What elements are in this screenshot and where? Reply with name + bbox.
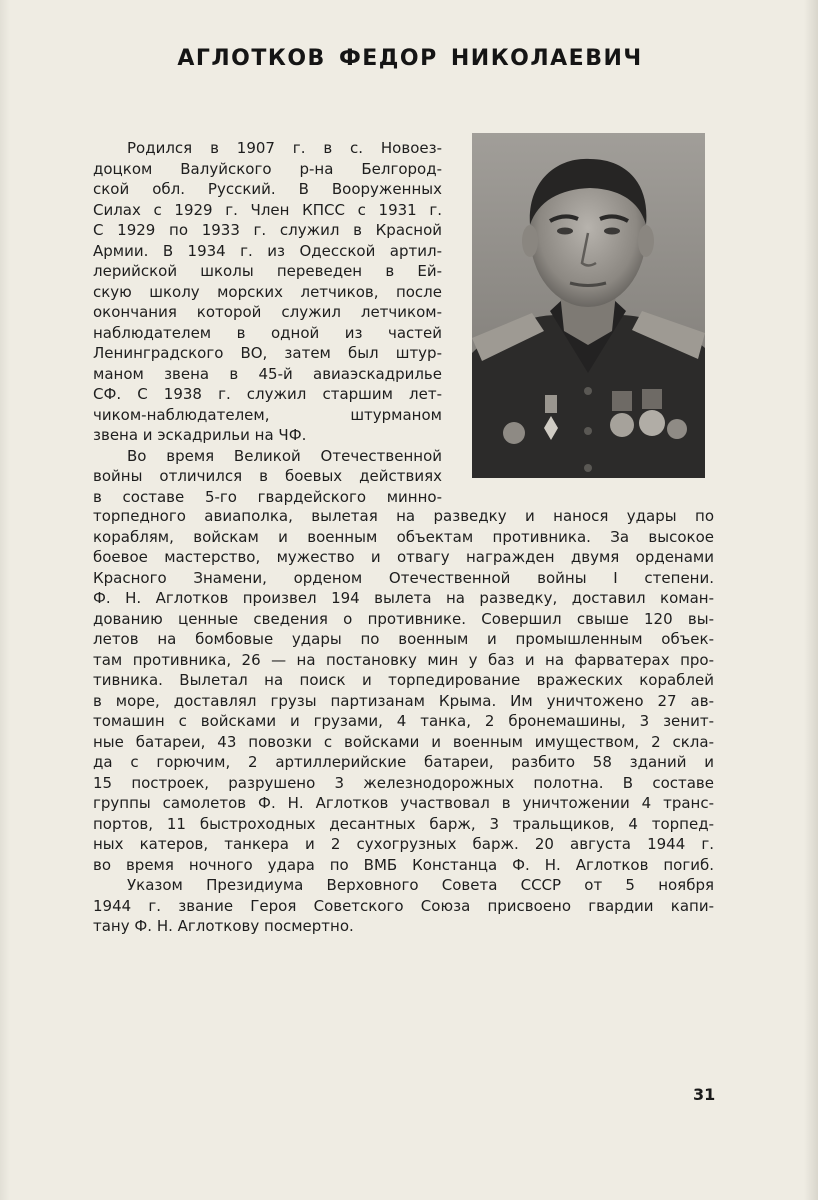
text-line: чиком-наблюдателем, штурманом xyxy=(93,405,442,424)
text-line: наблюдателем в одной из частей xyxy=(93,323,442,342)
text-line: Ленинградского ВО, затем был штур- xyxy=(93,344,442,362)
portrait-image xyxy=(472,133,705,478)
text-line: Указом Президиума Верховного Совета СССР от 5 ноября xyxy=(127,876,714,894)
text-line: Красного Знамени, орденом Отечественной войны I степени. xyxy=(93,568,714,587)
text-line: звена и эскадрильи на ЧФ. xyxy=(93,426,307,444)
text-line: Ф. Н. Аглотков произвел 194 вылета на разведку, доставил коман- xyxy=(93,589,714,607)
text-line: лерийской школы переведен в Ей- xyxy=(93,262,442,280)
text-line: Родился в 1907 г. в с. Новоез- xyxy=(127,139,442,157)
text-line: 15 построек, разрушено 3 железнодорожных полотна. В составе xyxy=(93,773,714,792)
text-line: там противника, 26 — на постановку мин у баз и на фарватерах про- xyxy=(93,650,714,669)
text-line: в составе 5-го гвардейского минно- xyxy=(93,487,442,506)
text-line: Во время Великой Отечественной xyxy=(127,446,442,465)
text-line: в море, доставлял грузы партизанам Крыма. Им уничтожено 27 ав- xyxy=(93,691,714,710)
text-line: ской обл. Русский. В Вооруженных xyxy=(93,180,442,198)
text-line: тивника. Вылетал на поиск и торпедирование вражеских кораблей xyxy=(93,671,714,689)
text-line: кораблям, войскам и военным объектам противника. За высокое xyxy=(93,527,714,546)
page-title: АГЛОТКОВ ФЕДОР НИКОЛАЕВИЧ xyxy=(177,46,643,71)
text-line: тану Ф. Н. Аглоткову посмертно. xyxy=(93,917,354,935)
text-line: С 1929 по 1933 г. служил в Красной xyxy=(93,221,442,239)
page-edge-right xyxy=(804,0,818,1200)
biography-narrow-column xyxy=(93,138,442,507)
text-line: дованию ценные сведения о противнике. Совершил свыше 120 вы- xyxy=(93,609,714,628)
text-line: во время ночного удара по ВМБ Констанца Ф. Н. Аглотков погиб. xyxy=(93,855,714,874)
page-edge-left xyxy=(0,0,10,1200)
text-line: летов на бомбовые удары по военным и промышленным объек- xyxy=(93,630,714,648)
portrait-photo xyxy=(472,133,705,478)
page-number: 31 xyxy=(693,1085,716,1104)
text-line: ных катеров, танкера и 2 сухогрузных барж. 20 августа 1944 г. xyxy=(93,835,714,853)
text-line: скую школу морских летчиков, после xyxy=(93,282,442,301)
text-line: окончания которой служил летчиком- xyxy=(93,303,442,321)
text-line: боевое мастерство, мужество и отвагу награжден двумя орденами xyxy=(93,548,714,566)
text-line: да с горючим, 2 артиллерийские батареи, разбито 58 зданий и xyxy=(93,753,714,771)
biography-wide-column xyxy=(93,506,714,937)
text-line: томашин с войсками и грузами, 4 танка, 2 бронемашины, 3 зенит- xyxy=(93,712,714,730)
text-line: торпедного авиаполка, вылетая на разведку и нанося удары по xyxy=(93,507,714,525)
text-line: СФ. С 1938 г. служил старшим лет- xyxy=(93,385,442,403)
text-line: портов, 11 быстроходных десантных барж, 3 тральщиков, 4 торпед- xyxy=(93,814,714,833)
text-line: группы самолетов Ф. Н. Аглотков участвовал в уничтожении 4 транс- xyxy=(93,794,714,812)
text-line: Армии. В 1934 г. из Одесской артил- xyxy=(93,241,442,260)
text-line: ные батареи, 43 повозки с войсками и военным имуществом, 2 скла- xyxy=(93,732,714,751)
text-line: маном звена в 45-й авиаэскадрилье xyxy=(93,364,442,383)
text-line: 1944 г. звание Героя Советского Союза присвоено гвардии капи- xyxy=(93,896,714,915)
text-line: доцком Валуйского р-на Белгород- xyxy=(93,159,442,178)
text-line: войны отличился в боевых действиях xyxy=(93,467,442,485)
text-line: Силах с 1929 г. Член КПСС с 1931 г. xyxy=(93,200,442,219)
